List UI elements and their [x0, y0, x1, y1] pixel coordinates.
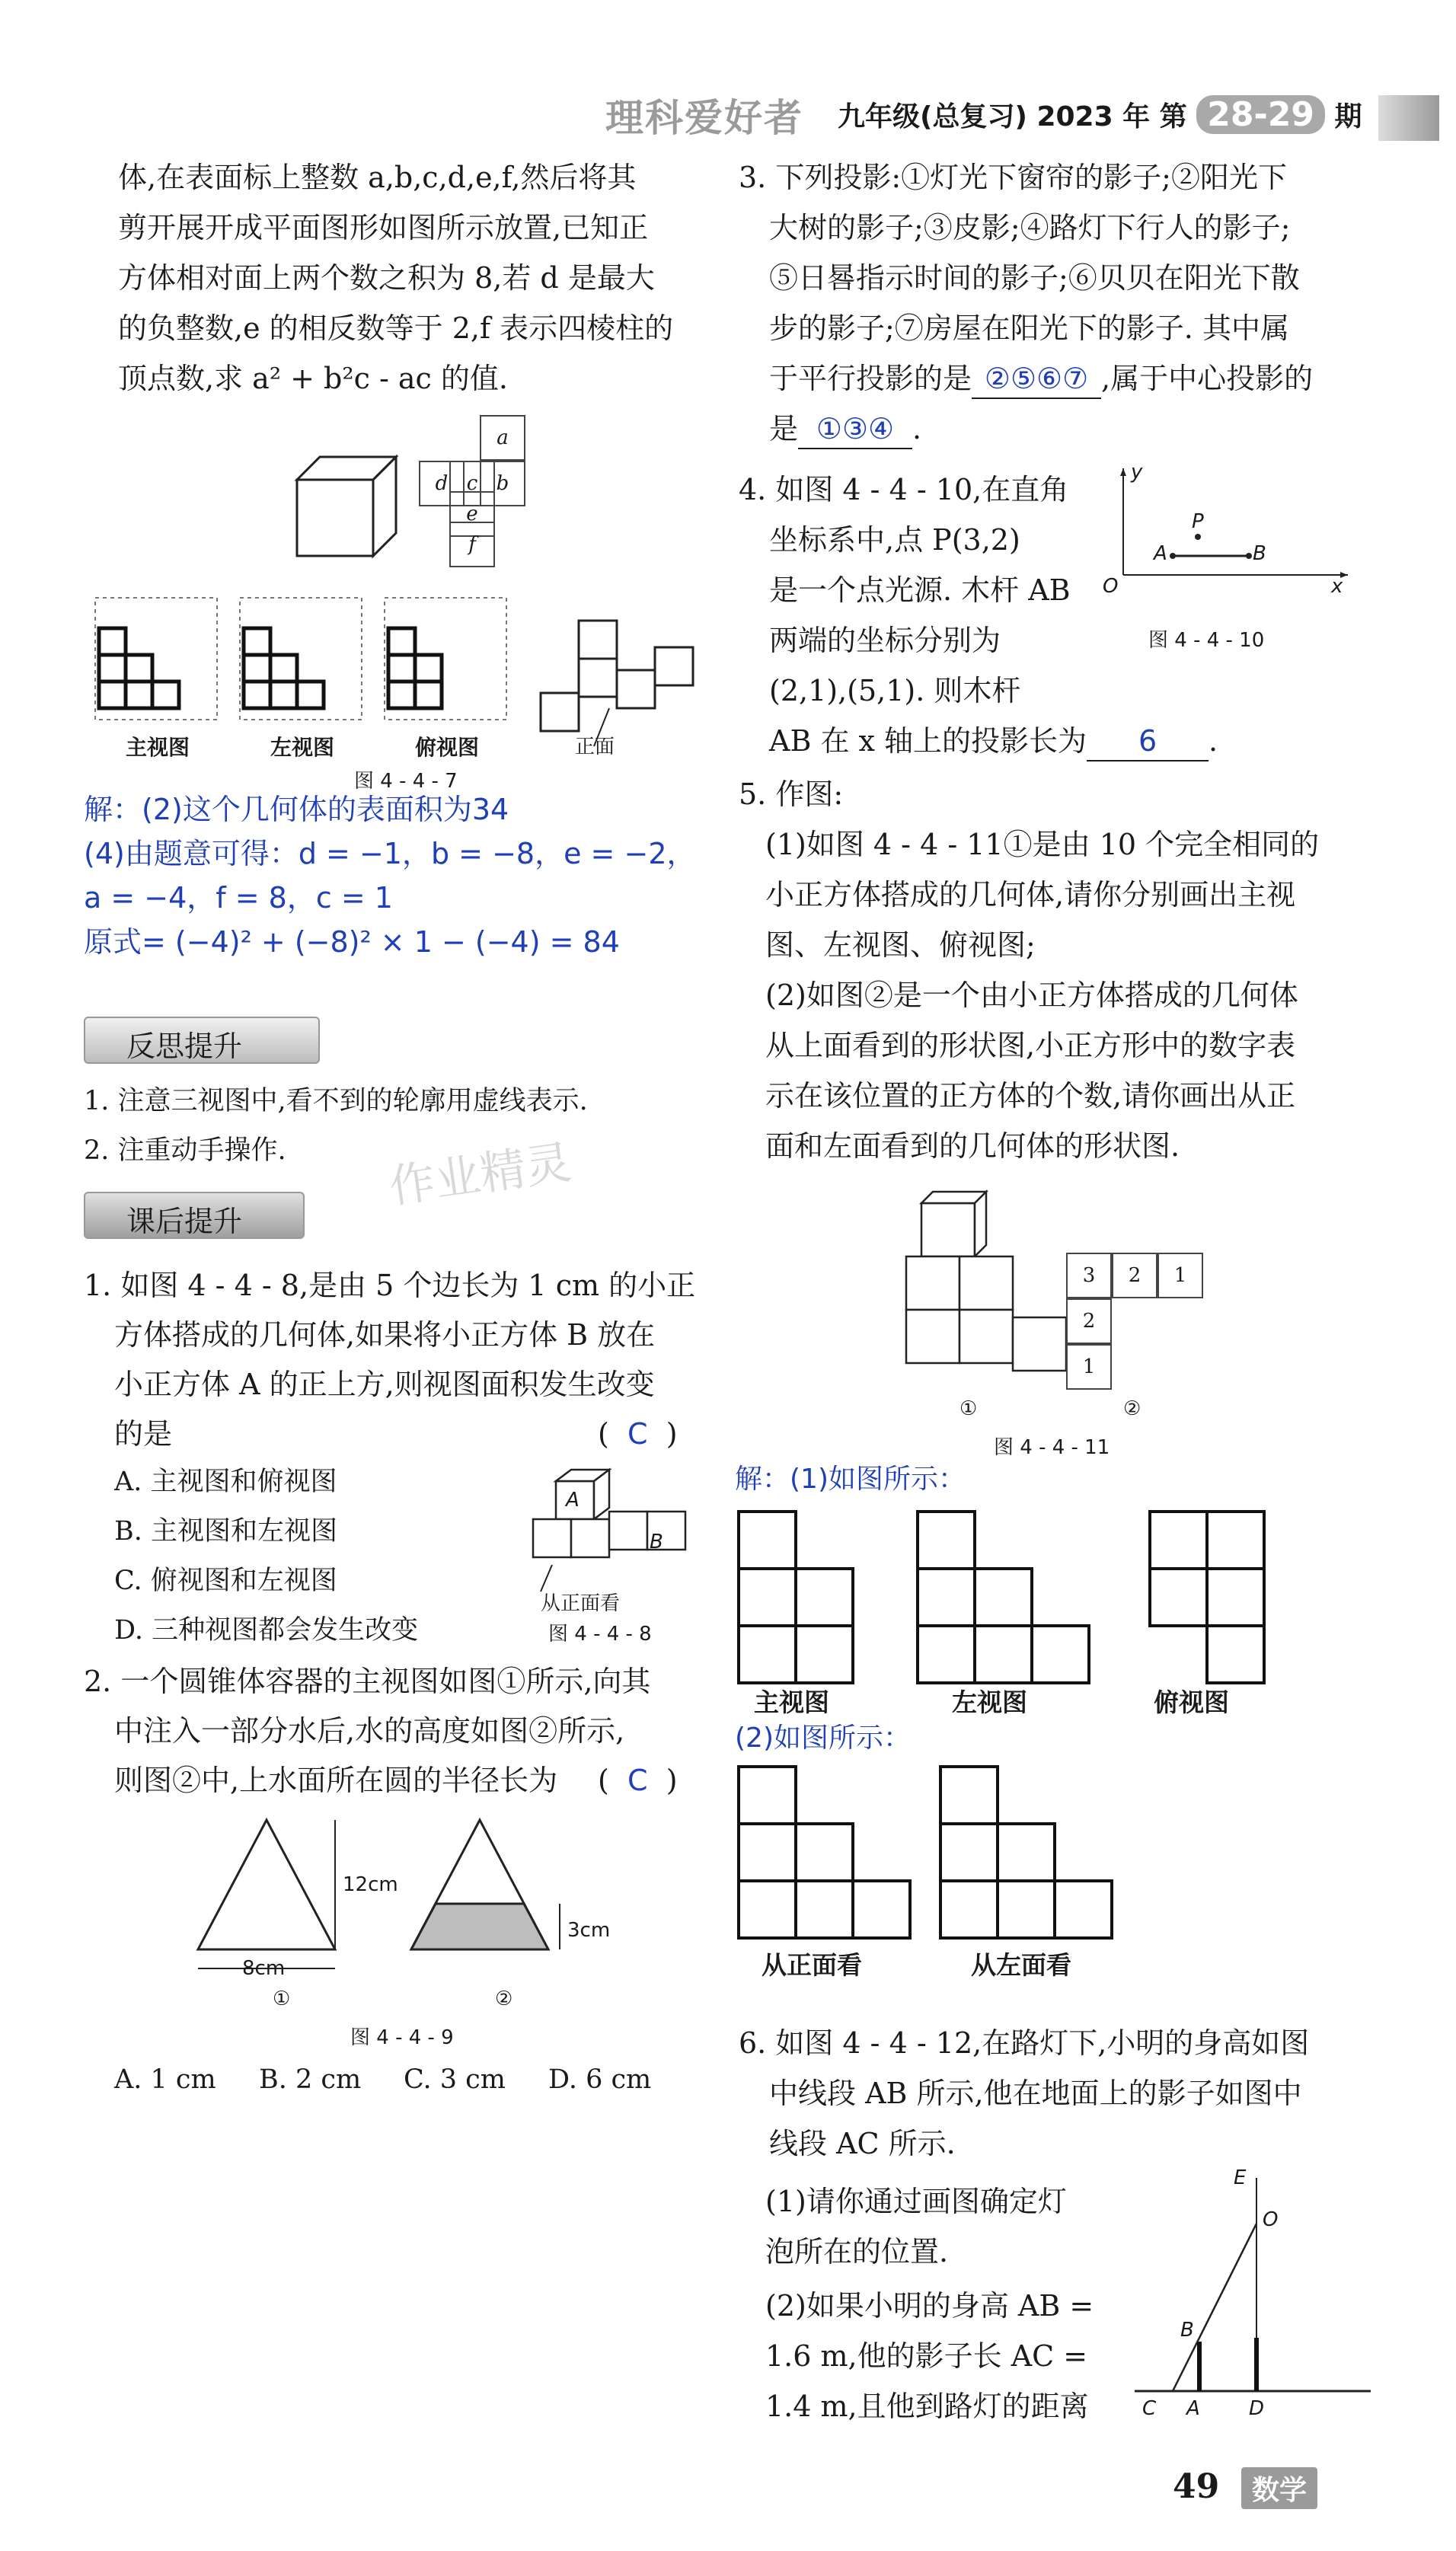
q5-solution-2: (2)如图所示： [735, 1722, 911, 1754]
q1-answer: C [627, 1417, 648, 1451]
q4-label-p: P [1192, 510, 1204, 533]
q2-figure [183, 1812, 640, 2010]
q1-line-2: 方体搭成的几何体,如果将小正方体 B 放在 [114, 1318, 656, 1352]
issue-info [838, 95, 1362, 134]
q2-label-8cm: 8cm [242, 1957, 286, 1980]
view-label-top: 俯视图 [415, 735, 480, 760]
q4-line-3: 是一个点光源. 木杆 AB [769, 573, 1071, 607]
q5-view-left-label: 左视图 [952, 1687, 1027, 1717]
solution-line-3: a = −4，f = 8，c = 1 [84, 881, 393, 915]
q4-label-o: O [1103, 575, 1119, 598]
q1-option-a: A. 主视图和俯视图 [114, 1467, 337, 1497]
q2-option-c: C. 3 cm [404, 2064, 506, 2095]
q6-label-a: A [1186, 2397, 1200, 2420]
q5-grid-cell: 3 [1066, 1253, 1112, 1298]
q2-line-1: 2. 一个圆锥体容器的主视图如图①所示,向其 [84, 1665, 651, 1698]
q3-answer-parallel: ②⑤⑥⑦ [972, 361, 1101, 399]
problem-line-2: 剪开展开成平面图形如图所示放置,已知正 [118, 211, 649, 244]
q6-label-b: B [1180, 2319, 1194, 2342]
net-cell-a: a [480, 415, 525, 461]
q5-view-front-label: 从正面看 [762, 1950, 862, 1980]
q6-label-o: O [1263, 2208, 1279, 2231]
q3-line-5 [769, 361, 1313, 399]
after-banner [84, 1192, 305, 1239]
q6-line-5: 泡所在的位置. [765, 2235, 949, 2268]
q1-line-1: 1. 如图 4 - 4 - 8,是由 5 个边长为 1 cm 的小正 [84, 1269, 696, 1302]
problem-line-4: 的负整数,e 的相反数等于 2,f 表示四棱柱的 [118, 311, 674, 345]
q3-text-parallel: 于平行投影的是 [769, 362, 972, 395]
q3-line-3: ⑤日晷指示时间的影子;⑥贝贝在阳光下散 [769, 261, 1300, 295]
q2-answer-bracket: ( C ) [598, 1764, 678, 1797]
issue-suffix: 期 [1334, 101, 1362, 132]
figure-caption-4410: 图 4 - 4 - 10 [1148, 629, 1265, 652]
q4-answer: 6 [1087, 723, 1209, 761]
q4-text: AB 在 x 轴上的投影长为 [769, 724, 1087, 758]
q5-line-4: 图、左视图、俯视图; [765, 928, 1036, 962]
q5-mark-2: ② [1123, 1397, 1141, 1420]
q5-line-8: 面和左面看到的几何体的形状图. [765, 1129, 1180, 1163]
q2-answer: C [627, 1764, 648, 1797]
q5-line-3: 小正方体搭成的几何体,请你分别画出主视 [765, 878, 1296, 912]
q4-line-2: 坐标系中,点 P(3,2) [769, 523, 1020, 557]
q4-label-y: y [1131, 461, 1143, 484]
q1-line-4: 的是 [114, 1417, 173, 1451]
cube-figure [289, 449, 404, 564]
q2-option-b: B. 2 cm [259, 2064, 362, 2095]
q5-cube-stack-figure [899, 1180, 1081, 1386]
q6-line-3: 线段 AC 所示. [769, 2127, 956, 2160]
q6-lamp-figure [1127, 2163, 1378, 2414]
q2-option-a: A. 1 cm [114, 2064, 216, 2095]
q3-text-central: ,属于中心投影的 [1101, 362, 1314, 395]
q5-line-1: 5. 作图: [739, 777, 844, 811]
solution-line-2: (4)由题意可得：d = −1，b = −8，e = −2， [84, 837, 696, 870]
q4-label-b: B [1253, 542, 1266, 565]
header-shade [1378, 95, 1439, 141]
q6-line-8: 1.4 m,且他到路灯的距离 [765, 2390, 1089, 2423]
q5-solution-views-1 [731, 1504, 1279, 1687]
q5-line-7: 示在该位置的正方体的个数,请你画出从正 [765, 1079, 1296, 1113]
q6-line-1: 6. 如图 4 - 4 - 12,在路灯下,小明的身高如图 [739, 2026, 1310, 2060]
solution-line-1: 解：(2)这个几何体的表面积为34 [84, 793, 509, 826]
q1-figure [525, 1466, 701, 1599]
page-number: 49 [1173, 2467, 1220, 2506]
q1-label-a: A [566, 1489, 580, 1512]
figure-caption-4411: 图 4 - 4 - 11 [994, 1436, 1110, 1459]
after-title: 课后提升 [126, 1205, 243, 1238]
q6-label-e: E [1234, 2166, 1247, 2189]
q5-grid-cell: 1 [1157, 1253, 1203, 1298]
q3-line-1: 3. 下列投影:①灯光下窗帘的影子;②阳光下 [739, 161, 1287, 194]
q4-label-x: x [1331, 575, 1343, 598]
q6-line-7: 1.6 m,他的影子长 AC = [765, 2339, 1088, 2373]
q2-mark-1: ① [273, 1987, 291, 2010]
solution-line-4: 原式= (−4)² + (−8)² × 1 − (−4) = 84 [84, 925, 620, 959]
q2-mark-2: ② [495, 1987, 513, 2010]
q4-line-6: AB 在 x 轴上的投影长为 6 . [769, 723, 1218, 761]
net-cell-f: f [449, 522, 495, 567]
q1-line-3: 小正方体 A 的正上方,则视图面积发生改变 [114, 1368, 655, 1401]
q2-label-12cm: 12cm [343, 1873, 398, 1896]
view-label-left: 左视图 [270, 735, 335, 760]
q1-label-front: 从正面看 [541, 1592, 621, 1615]
q2-label-3cm: 3cm [567, 1919, 611, 1942]
view-label-front: 正面 [575, 736, 615, 758]
q1-option-c: C. 俯视图和左视图 [114, 1566, 337, 1596]
q2-option-d: D. 6 cm [548, 2064, 652, 2095]
net-cell-c: c [449, 461, 495, 506]
q5-solution-views-2 [731, 1759, 1127, 1942]
q6-label-d: D [1249, 2397, 1265, 2420]
q6-line-6: (2)如果小明的身高 AB = [765, 2289, 1094, 2323]
q3-answer-central: ①③④ [798, 411, 912, 449]
reflect-title: 反思提升 [126, 1030, 243, 1063]
q3-line-6: 是 ①③④ . [769, 411, 921, 449]
q3-line-4: 步的影子;⑦房屋在阳光下的影子. 其中属 [769, 311, 1289, 345]
q4-line-5: (2,1),(5,1). 则木杆 [769, 674, 1021, 707]
q5-line-2: (1)如图 4 - 4 - 11①是由 10 个完全相同的 [765, 828, 1320, 861]
q4-line-4: 两端的坐标分别为 [769, 624, 1001, 657]
q5-view-main-label: 主视图 [754, 1687, 829, 1717]
watermark: 作业精灵 [385, 1135, 575, 1215]
issue-text: 九年级(总复习) 2023 年 第 [838, 101, 1187, 132]
q2-line-2: 中注入一部分水后,水的高度如图②所示, [114, 1714, 625, 1748]
page-header [533, 88, 1456, 148]
figure-caption-447: 图 4 - 4 - 7 [354, 770, 458, 793]
issue-number: 28-29 [1196, 95, 1325, 134]
q5-line-5: (2)如图②是一个由小正方体搭成的几何体 [765, 979, 1298, 1012]
q5-grid-cell: 2 [1066, 1298, 1112, 1344]
q5-grid-cell: 1 [1066, 1344, 1112, 1390]
q5-solution-1: 解：(1)如图所示： [735, 1464, 966, 1495]
q3-text-is: 是 [769, 412, 799, 445]
q6-line-2: 中线段 AB 所示,他在地面上的影子如图中 [769, 2077, 1302, 2110]
q1-label-b: B [650, 1531, 663, 1553]
q6-label-c: C [1142, 2397, 1157, 2420]
problem-line-3: 方体相对面上两个数之积为 8,若 d 是最大 [118, 261, 655, 295]
q1-answer-bracket: ( C ) [598, 1417, 678, 1451]
q5-view-top-label: 俯视图 [1154, 1687, 1229, 1717]
view-label-main: 主视图 [126, 735, 190, 760]
reflect-banner [84, 1017, 320, 1064]
reflect-item-1: 1. 注意三视图中,看不到的轮廓用虚线表示. [84, 1086, 588, 1116]
q4-label-a: A [1154, 542, 1167, 565]
figure-caption-448: 图 4 - 4 - 8 [548, 1623, 652, 1646]
q4-line-1: 4. 如图 4 - 4 - 10,在直角 [739, 473, 1069, 506]
q2-line-3: 则图②中,上水面所在圆的半径长为 [114, 1764, 558, 1797]
net-cell-b: b [480, 461, 525, 506]
q6-line-4: (1)请你通过画图确定灯 [765, 2185, 1067, 2218]
q1-option-d: D. 三种视图都会发生改变 [114, 1615, 419, 1646]
net-cell-d: d [419, 461, 465, 506]
problem-line-5: 顶点数,求 a² + b²c - ac 的值. [118, 362, 508, 395]
q5-line-6: 从上面看到的形状图,小正方形中的数字表 [765, 1029, 1296, 1062]
reflect-item-2: 2. 注重动手操作. [84, 1135, 286, 1166]
q5-grid-cell: 2 [1112, 1253, 1157, 1298]
subject-badge: 数学 [1241, 2467, 1317, 2509]
q1-option-b: B. 主视图和左视图 [114, 1516, 337, 1547]
problem-line-1: 体,在表面标上整数 a,b,c,d,e,f,然后将其 [118, 161, 637, 194]
q5-mark-1: ① [959, 1397, 978, 1420]
brand-title: 理科爱好者 [605, 96, 803, 140]
q5-view-side-label: 从左面看 [971, 1950, 1071, 1980]
q3-line-2: 大树的影子;③皮影;④路灯下行人的影子; [769, 211, 1291, 244]
figure-caption-449: 图 4 - 4 - 9 [350, 2026, 454, 2049]
net-cell-e: e [449, 491, 495, 537]
